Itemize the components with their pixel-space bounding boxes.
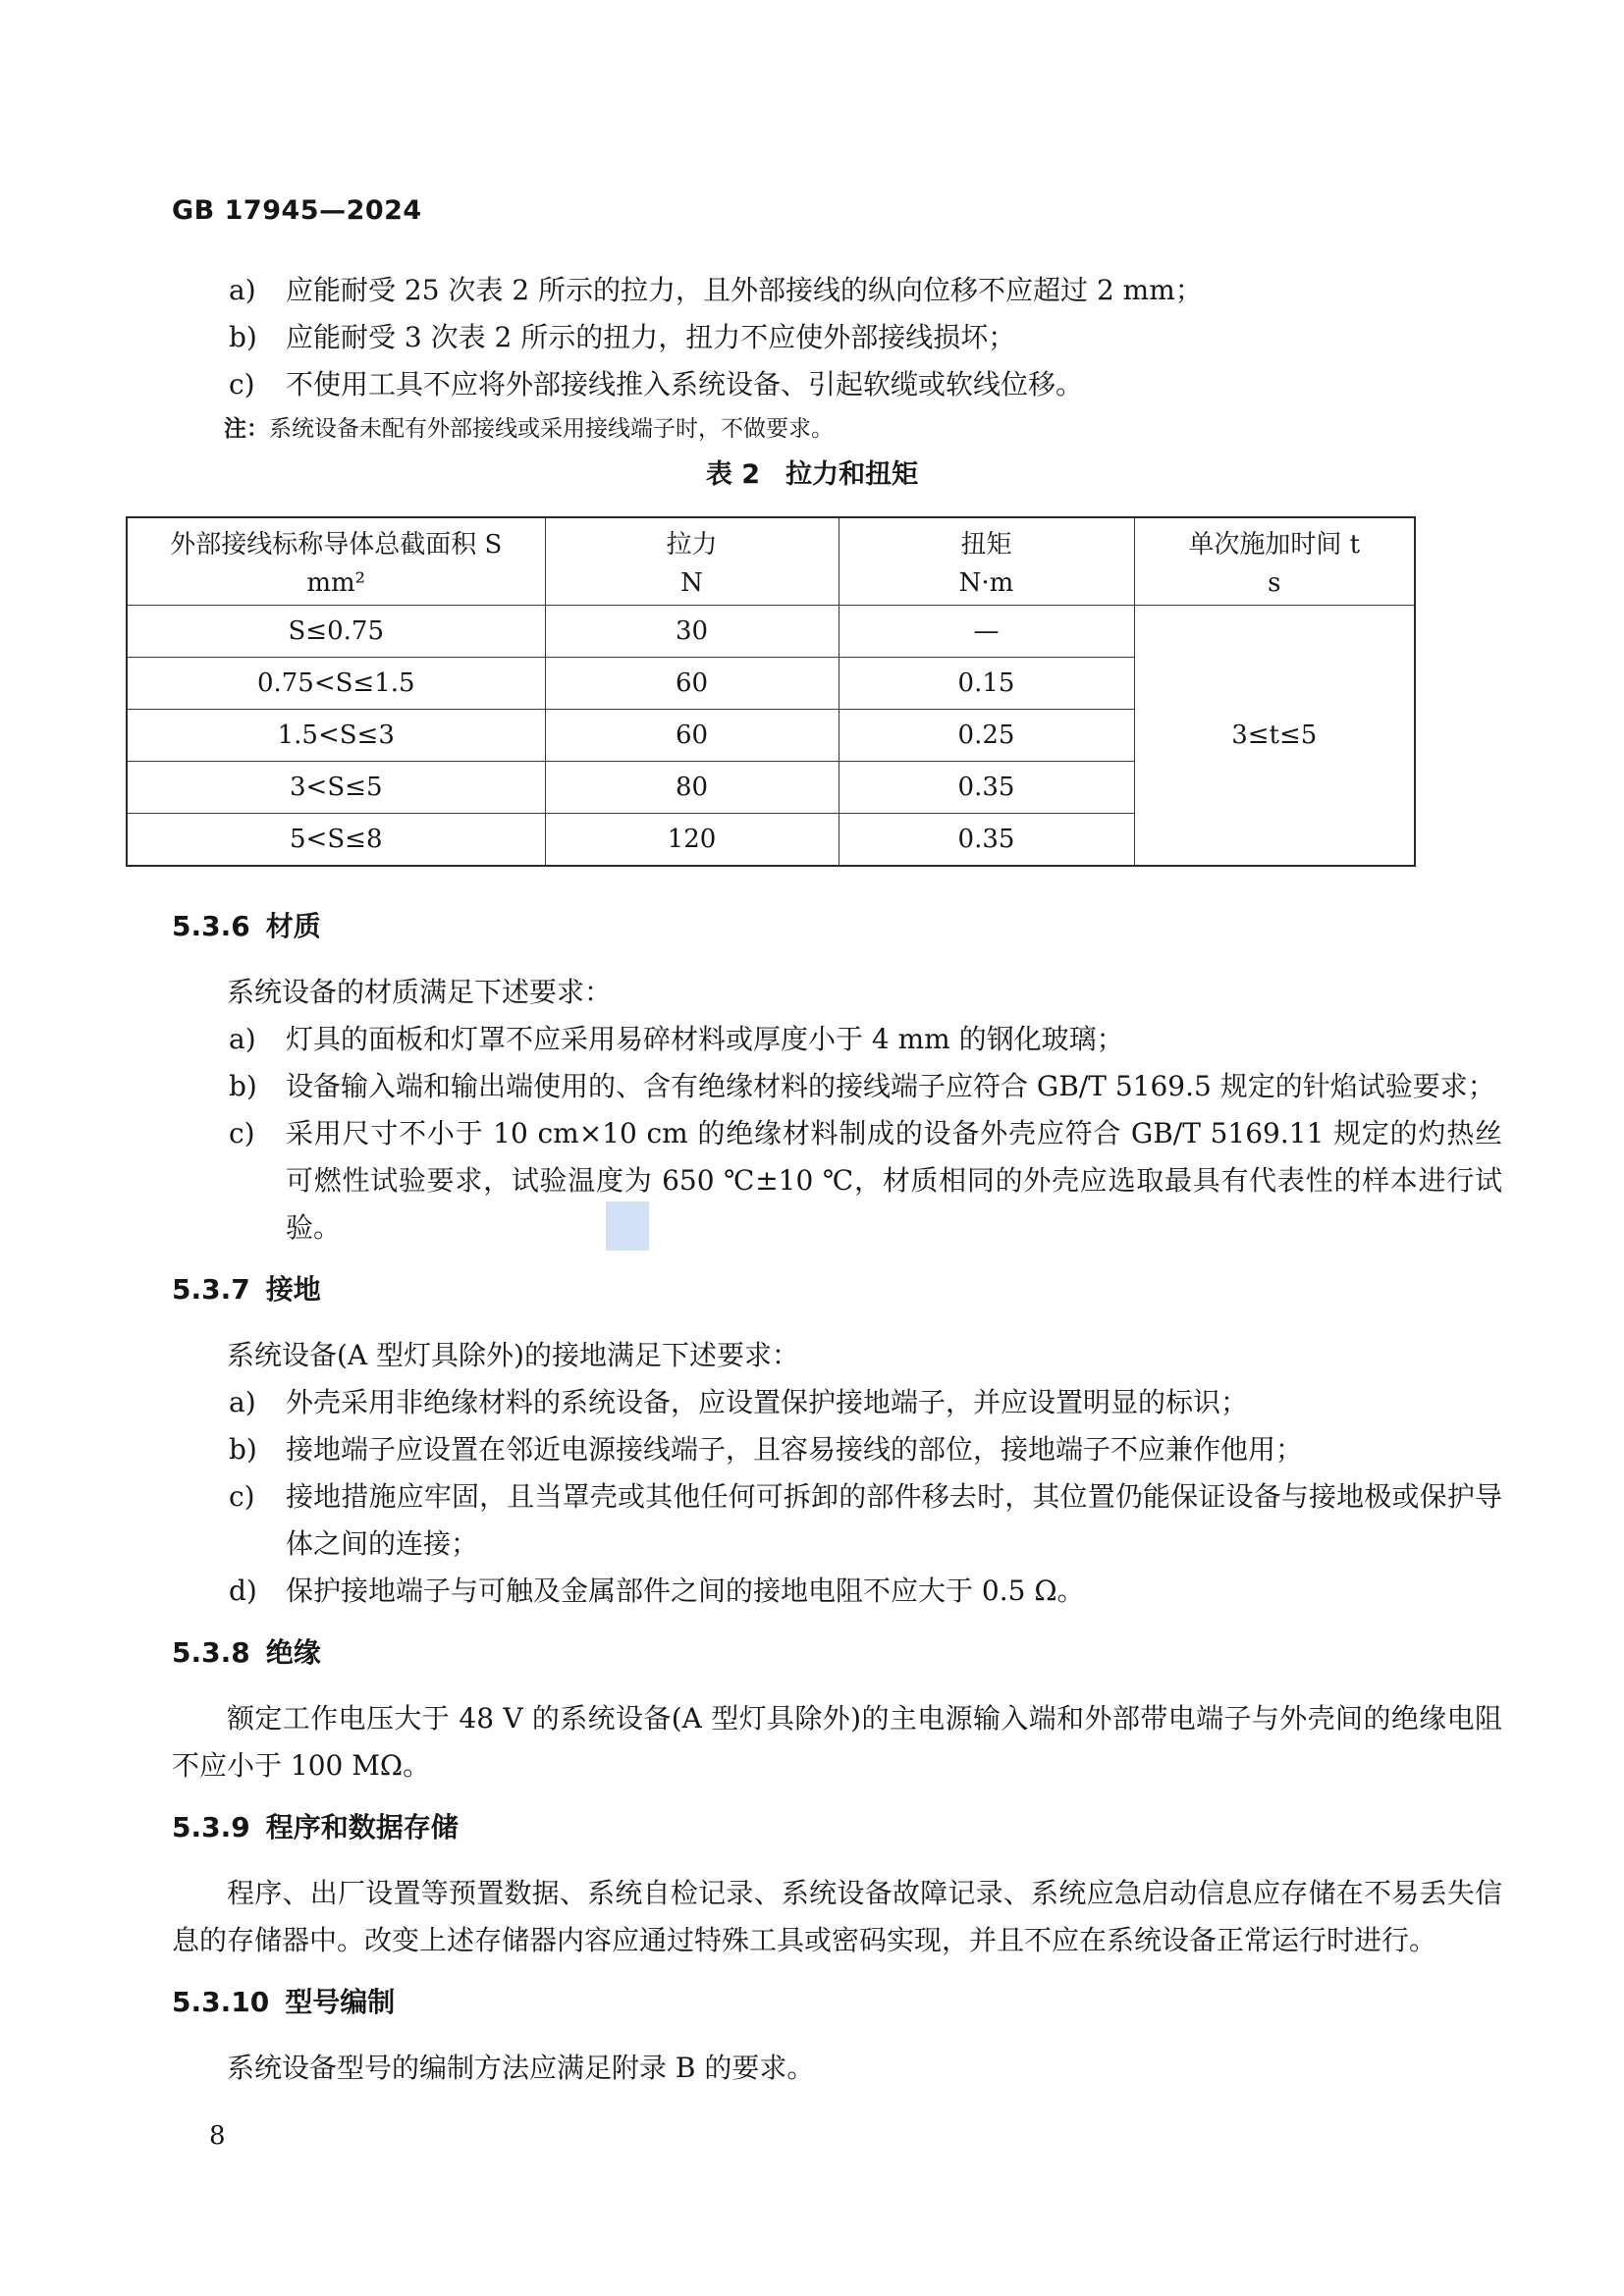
cell-torque: 0.35 xyxy=(839,814,1134,867)
note-text: 系统设备未配有外部接线或采用接线端子时，不做要求。 xyxy=(269,416,834,442)
table-row xyxy=(127,606,1415,658)
cell-time-merged: 3≤t≤5 xyxy=(1134,606,1415,867)
list-item-text: 应能耐受 25 次表 2 所示的拉力，且外部接线的纵向位移不应超过 2 mm； xyxy=(286,274,1203,306)
list-item-text: 采用尺寸不小于 10 cm×10 cm 的绝缘材料制成的设备外壳应符合 GB/T 5169.11 规定的灼热丝可燃性试验要求，试验温度为 650 ℃±10 ℃，材质相同的外壳应选取最具有代表性的样本进行试验。 xyxy=(286,1117,1502,1244)
list-item xyxy=(229,1426,1502,1473)
section-title: 绝缘 xyxy=(265,1636,321,1669)
cell-area: 1.5<S≤3 xyxy=(127,710,545,762)
section-5-3-6 xyxy=(0,910,1624,1252)
paragraph: 额定工作电压大于 48 V 的系统设备(A 型灯具除外)的主电源输入端和外部带电端子与外壳间的绝缘电阻不应小于 100 MΩ。 xyxy=(172,1702,1502,1782)
list-item-marker: d) xyxy=(229,1575,257,1607)
cell-pull: 120 xyxy=(545,814,839,867)
section-5-3-8 xyxy=(0,1636,1624,1789)
section-5-3-7 xyxy=(0,1273,1624,1615)
paragraph: 系统设备的材质满足下述要求： xyxy=(227,976,613,1008)
section-number: 5.3.8 xyxy=(172,1636,250,1669)
column-name: 单次施加时间 t xyxy=(1188,530,1361,560)
list-item xyxy=(229,1110,1502,1252)
section-number: 5.3.7 xyxy=(172,1273,250,1306)
list-item xyxy=(229,1568,1502,1615)
list-item-text: 接地端子应设置在邻近电源接线端子，且容易接线的部位，接地端子不应兼作他用； xyxy=(286,1433,1304,1466)
section-title: 程序和数据存储 xyxy=(265,1811,459,1843)
cell-pull: 60 xyxy=(545,710,839,762)
note xyxy=(224,414,1502,444)
list-item-text: 不使用工具不应将外部接线推入系统设备、引起软缆或软线位移。 xyxy=(286,368,1084,400)
cell-pull: 30 xyxy=(545,606,839,658)
intro-list xyxy=(0,267,1624,408)
section-5-3-10 xyxy=(0,1986,1624,2092)
column-name: 拉力 xyxy=(666,530,718,560)
paragraph: 系统设备型号的编制方法应满足附录 B 的要求。 xyxy=(227,2052,815,2084)
section-title: 型号编制 xyxy=(285,1986,396,2018)
column-header-time xyxy=(1134,517,1415,606)
cell-torque: 0.35 xyxy=(839,762,1134,814)
column-name: 外部接线标称导体总截面积 S xyxy=(170,530,503,560)
column-unit: s xyxy=(1268,568,1281,598)
list-item-text: 外壳采用非绝缘材料的系统设备，应设置保护接地端子，并应设置明显的标识； xyxy=(286,1386,1249,1418)
section-heading xyxy=(172,1986,1502,2019)
column-header-pull xyxy=(545,517,839,606)
paragraph: 程序、出厂设置等预置数据、系统自检记录、系统设备故障记录、系统应急启动信息应存储在不易丢失信息的存储器中。改变上述存储器内容应通过特殊工具或密码实现，并且不应在系统设备正常运行时进行。 xyxy=(172,1877,1502,1956)
paragraph: 系统设备(A 型灯具除外)的接地满足下述要求： xyxy=(227,1339,799,1371)
section-heading xyxy=(172,910,1502,943)
list-item xyxy=(229,1016,1502,1063)
cell-area: 3<S≤5 xyxy=(127,762,545,814)
list-item-marker: a) xyxy=(229,274,256,306)
column-unit: mm² xyxy=(306,568,366,598)
list-item-text: 设备输入端和输出端使用的、含有绝缘材料的接线端子应符合 GB/T 5169.5 规定的针焰试验要求； xyxy=(286,1070,1495,1102)
list-item-marker: a) xyxy=(229,1023,256,1055)
list-item xyxy=(229,267,1502,314)
cell-torque: — xyxy=(839,606,1134,658)
list-item-marker: b) xyxy=(229,1070,257,1102)
section-number: 5.3.10 xyxy=(172,1986,270,2018)
cell-pull: 60 xyxy=(545,658,839,710)
list-item-marker: b) xyxy=(229,1433,257,1466)
list-item xyxy=(229,1473,1502,1568)
table-label: 表 2 xyxy=(705,459,761,490)
list-item-text: 保护接地端子与可触及金属部件之间的接地电阻不应大于 0.5 Ω。 xyxy=(286,1575,1085,1607)
force-torque-table xyxy=(126,516,1416,867)
cell-area: 0.75<S≤1.5 xyxy=(127,658,545,710)
column-unit: N·m xyxy=(958,568,1014,598)
cell-area: S≤0.75 xyxy=(127,606,545,658)
section-heading xyxy=(172,1273,1502,1307)
list-item-text: 灯具的面板和灯罩不应采用易碎材料或厚度小于 4 mm 的钢化玻璃； xyxy=(286,1023,1124,1055)
list-item-marker: c) xyxy=(229,1480,255,1513)
list-item-marker: b) xyxy=(229,321,257,353)
list-item-text: 应能耐受 3 次表 2 所示的扭力，扭力不应使外部接线损坏； xyxy=(286,321,1016,353)
list-item xyxy=(229,1063,1502,1110)
cell-torque: 0.15 xyxy=(839,658,1134,710)
section-heading xyxy=(172,1636,1502,1670)
column-header-torque xyxy=(839,517,1134,606)
doc-number: GB 17945—2024 xyxy=(172,195,422,226)
list-item xyxy=(229,314,1502,361)
list-item-marker: c) xyxy=(229,1117,255,1149)
section-number: 5.3.9 xyxy=(172,1811,250,1843)
table-header-row xyxy=(127,517,1415,606)
column-unit: N xyxy=(680,568,703,598)
column-header-area xyxy=(127,517,545,606)
column-name: 扭矩 xyxy=(960,530,1012,560)
page-number: 8 xyxy=(209,2121,226,2151)
table-title: 拉力和扭矩 xyxy=(785,459,919,490)
note-label: 注： xyxy=(224,415,269,442)
list-item-text: 接地措施应牢固，且当罩壳或其他任何可拆卸的部件移去时，其位置仍能保证设备与接地极或保护导体之间的连接； xyxy=(286,1480,1502,1560)
section-title: 接地 xyxy=(265,1273,321,1306)
list-item-marker: a) xyxy=(229,1386,256,1418)
section-title: 材质 xyxy=(265,910,321,942)
list-item xyxy=(229,361,1502,408)
cell-torque: 0.25 xyxy=(839,710,1134,762)
section-number: 5.3.6 xyxy=(172,910,250,942)
list-item-marker: c) xyxy=(229,368,255,400)
cell-pull: 80 xyxy=(545,762,839,814)
list-item xyxy=(229,1379,1502,1426)
section-5-3-9 xyxy=(0,1811,1624,1964)
cell-area: 5<S≤8 xyxy=(127,814,545,867)
section-heading xyxy=(172,1811,1502,1844)
table-caption xyxy=(0,459,1624,491)
